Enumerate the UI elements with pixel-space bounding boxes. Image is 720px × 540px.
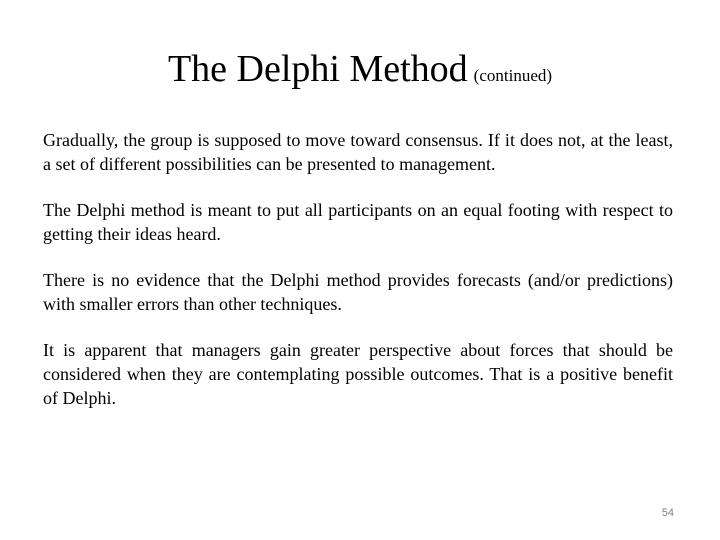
title-text: The Delphi Method bbox=[167, 48, 468, 90]
slide-body bbox=[43, 128, 673, 432]
slide-title bbox=[0, 46, 720, 99]
paragraph-no-evidence: There is no evidence that the Delphi method provides forecasts (and/or predictions) with smaller errors than other techniques. bbox=[43, 270, 673, 314]
title-subtitle: (continued) bbox=[473, 66, 553, 85]
paragraph-perspective: It is apparent that managers gain greater perspective about forces that should be considered when they are contemplating possible outcomes. That is a positive benefit of Delphi. bbox=[43, 340, 673, 408]
paragraph-equal-footing: The Delphi method is meant to put all participants on an equal footing with respect to getting their ideas heard. bbox=[43, 200, 673, 244]
page-number: 54 bbox=[661, 507, 674, 519]
paragraph-consensus: Gradually, the group is supposed to move toward consensus. If it does not, at the least, a set of different possibilities can be presented to management. bbox=[43, 130, 673, 174]
